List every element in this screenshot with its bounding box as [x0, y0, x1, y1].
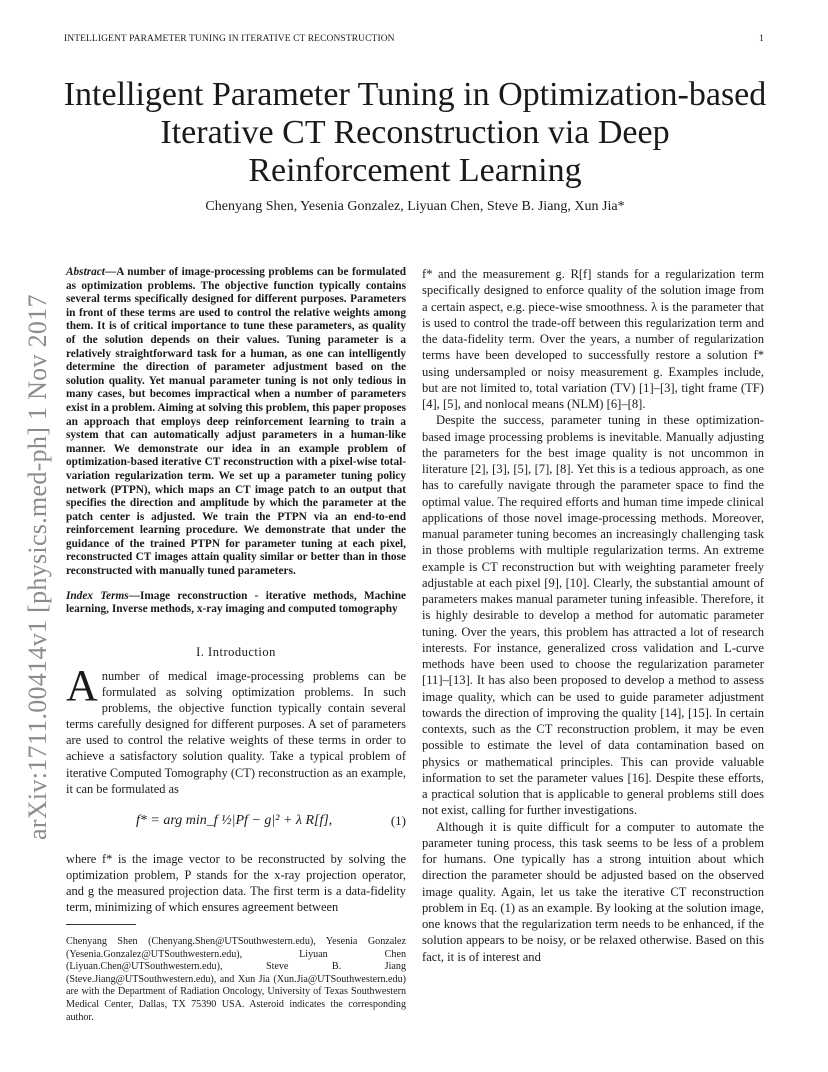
arxiv-identifier-stamp[interactable]: arXiv:1711.00414v1 [physics.med-ph] 1 Nov 2017 — [23, 294, 52, 840]
equation-body: f* = arg min_f ½|Pf − g|² + λ R[f], — [136, 812, 333, 828]
title-line-3: Reinforcement Learning — [248, 152, 582, 189]
index-terms — [66, 590, 406, 617]
author-affiliation-footnote: Chenyang Shen (Chenyang.Shen@UTSouthwestern.edu), Yesenia Gonzalez (Yesenia.Gonzalez@UTSouthwestern.edu), Liyuan Chen (Liyuan.Chen@UTSouthwestern.edu), Steve B. Jiang (Steve.Jiang@UTSouthwestern.edu), and Xun Jia (Xun.Jia@UTSouthwestern.edu) are with the Department of Radiation Oncology, University of Texas Southwestern Medical Center, Dallas, TX 75390 USA. Asteroid indicates the corresponding author. — [66, 936, 406, 1023]
abstract-label: Abstract — [66, 266, 105, 278]
section-heading-introduction: I. Introduction — [196, 644, 276, 659]
equation-1 — [66, 803, 406, 847]
footnote-rule — [66, 924, 136, 925]
drop-cap: A — [66, 660, 98, 710]
abstract — [66, 266, 406, 579]
title-line-2: Iterative CT Reconstruction via Deep — [160, 114, 670, 151]
title-line-1: Intelligent Parameter Tuning in Optimization-based — [63, 76, 767, 113]
intro-paragraph-2: where f* is the image vector to be reconstructed by solving the optimization problem, P stands for the x-ray projection operator, and g the measured projection data. The first term is a data-fidelity term, minimizing of which ensures agreement between — [66, 851, 406, 914]
left-column — [66, 266, 406, 915]
running-head-title: INTELLIGENT PARAMETER TUNING IN ITERATIVE CT RECONSTRUCTION — [64, 34, 395, 44]
intro-paragraph-1 — [66, 660, 406, 797]
paper-title — [40, 76, 790, 190]
page-number: 1 — [759, 34, 764, 44]
abstract-text: —A number of image-processing problems can be formulated as optimization problems. The objective function typically contains several terms specifically designed for different purposes. Parameters in front of these terms are used to control the relative weights among them. It is of critical importance to tune these parameters, as quality of the solution depends on their values. Tuning parameter is a relatively straightforward task for a human, as one can intelligently determine the direction of parameter adjustment based on the solution quality. Yet manual parameter tuning is not only tedious in many cases, but becomes impractical when a number of parameters exist in a problem. Aiming at solving this problem, this paper proposes an approach that employs deep reinforcement learning to train a system that can automatically adjust parameters in a human-like manner. We demonstrate our idea in an example problem of optimization-based iterative CT reconstruction with a pixel-wise total-variation regularization term. We set up a parameter tuning policy network (PTPN), which maps an CT image patch to an output that specifies the direction and amplitude by which the parameter at the patch center is adjusted. We train the PTPN via an end-to-end reinforcement learning procedure. We demonstrate that under the guidance of the trained PTPN for parameter tuning at each pixel, reconstructed CT images attain quality similar or better than in those reconstructed with manually tuned parameters. — [66, 266, 406, 578]
right-paragraph-3: Although it is quite difficult for a computer to automate the parameter tuning process, this task seems to be less of a problem for humans. One typically has a strong intuition about which direction the parameter should be adjusted based on the observed image quality. Again, let us take the iterative CT reconstruction problem in Eq. (1) as an example. By looking at the solution image, one knows that the regularization term needs to be enhanced, if the solution appears to be noisy, or be relaxed otherwise. Based on this fact, it is of interest and — [422, 819, 764, 964]
running-head — [64, 34, 764, 44]
author-list: Chenyang Shen, Yesenia Gonzalez, Liyuan Chen, Steve B. Jiang, Xun Jia* — [205, 199, 625, 214]
equation-number: (1) — [390, 812, 406, 828]
right-paragraph-1: f* and the measurement g. R[f] stands for a regularization term specifically designed to enforce quality of the solution image from a certain aspect, e.g. piece-wise smoothness. λ is the parameter that is used to control the trade-off between this regularization term and the data-fidelity term. Over the years, a number of regularization terms have been developed to successfully restore a solution f* using undersampled or noisy measurement g. Examples include, but are not limited to, total variation (TV) [1]–[3], tight frame (TF) [4], [5], and nonlocal means (NLM) [6]–[8]. — [422, 267, 764, 411]
right-paragraph-2: Despite the success, parameter tuning in these optimization-based image processing problems is inevitable. Manually adjusting the parameters for the best image quality is not uncommon in literature [2], [3], [5], [7], [8]. Yet this is a tedious approach, as one has to carefully navigate through the parameter space to find the optimal value. The required efforts and human time impede clinical applications of those novel image-processing methods. Moreover, manual parameter tuning becomes an increasingly challenging task in those problems with multiple regularization terms. An extreme example is CT reconstruction but with weighting parameter freely adjustable at each pixel [9], [10]. Clearly, the substantial amount of parameters makes manual parameter tuning infeasible. Therefore, it is highly desirable to develop a method for automatic parameter tuning. Over the years, this problem has attracted a lot of research interests. For instance, generalized cross validation and L-curve methods have been used to choose the regularization parameter [11]–[13]. It has also been proposed to develop a method to assess image quality, which can be used to guide parameter adjustment towards the direction of improving the quality [14], [15]. In certain contexts, such as the CT reconstruction problem, it may be even possible to estimate the level of data contamination based on physics or mathematical principles. This can provide valuable information to set the parameter values [16]. Despite these efforts, a practical solution that is applicable to general problems still does not exist, calling for further investigations. — [422, 413, 764, 818]
right-column — [422, 266, 764, 965]
index-terms-text: —Image reconstruction - iterative methods, Machine learning, Inverse methods, x-ray imaging and computed tomography — [66, 589, 406, 616]
intro-paragraph-1-text: number of medical image-processing problems can be formulated as solving optimization problems. In such problems, the objective function typically contain several terms carefully designed for different purposes. A set of parameters are used to control the relative weights of these terms in order to achieve a satisfactory solution quality. Take a typical problem of iterative Computed Tomography (CT) reconstruction as an example, it can be formulated as — [66, 668, 406, 796]
index-terms-label: Index Terms — [66, 589, 129, 602]
